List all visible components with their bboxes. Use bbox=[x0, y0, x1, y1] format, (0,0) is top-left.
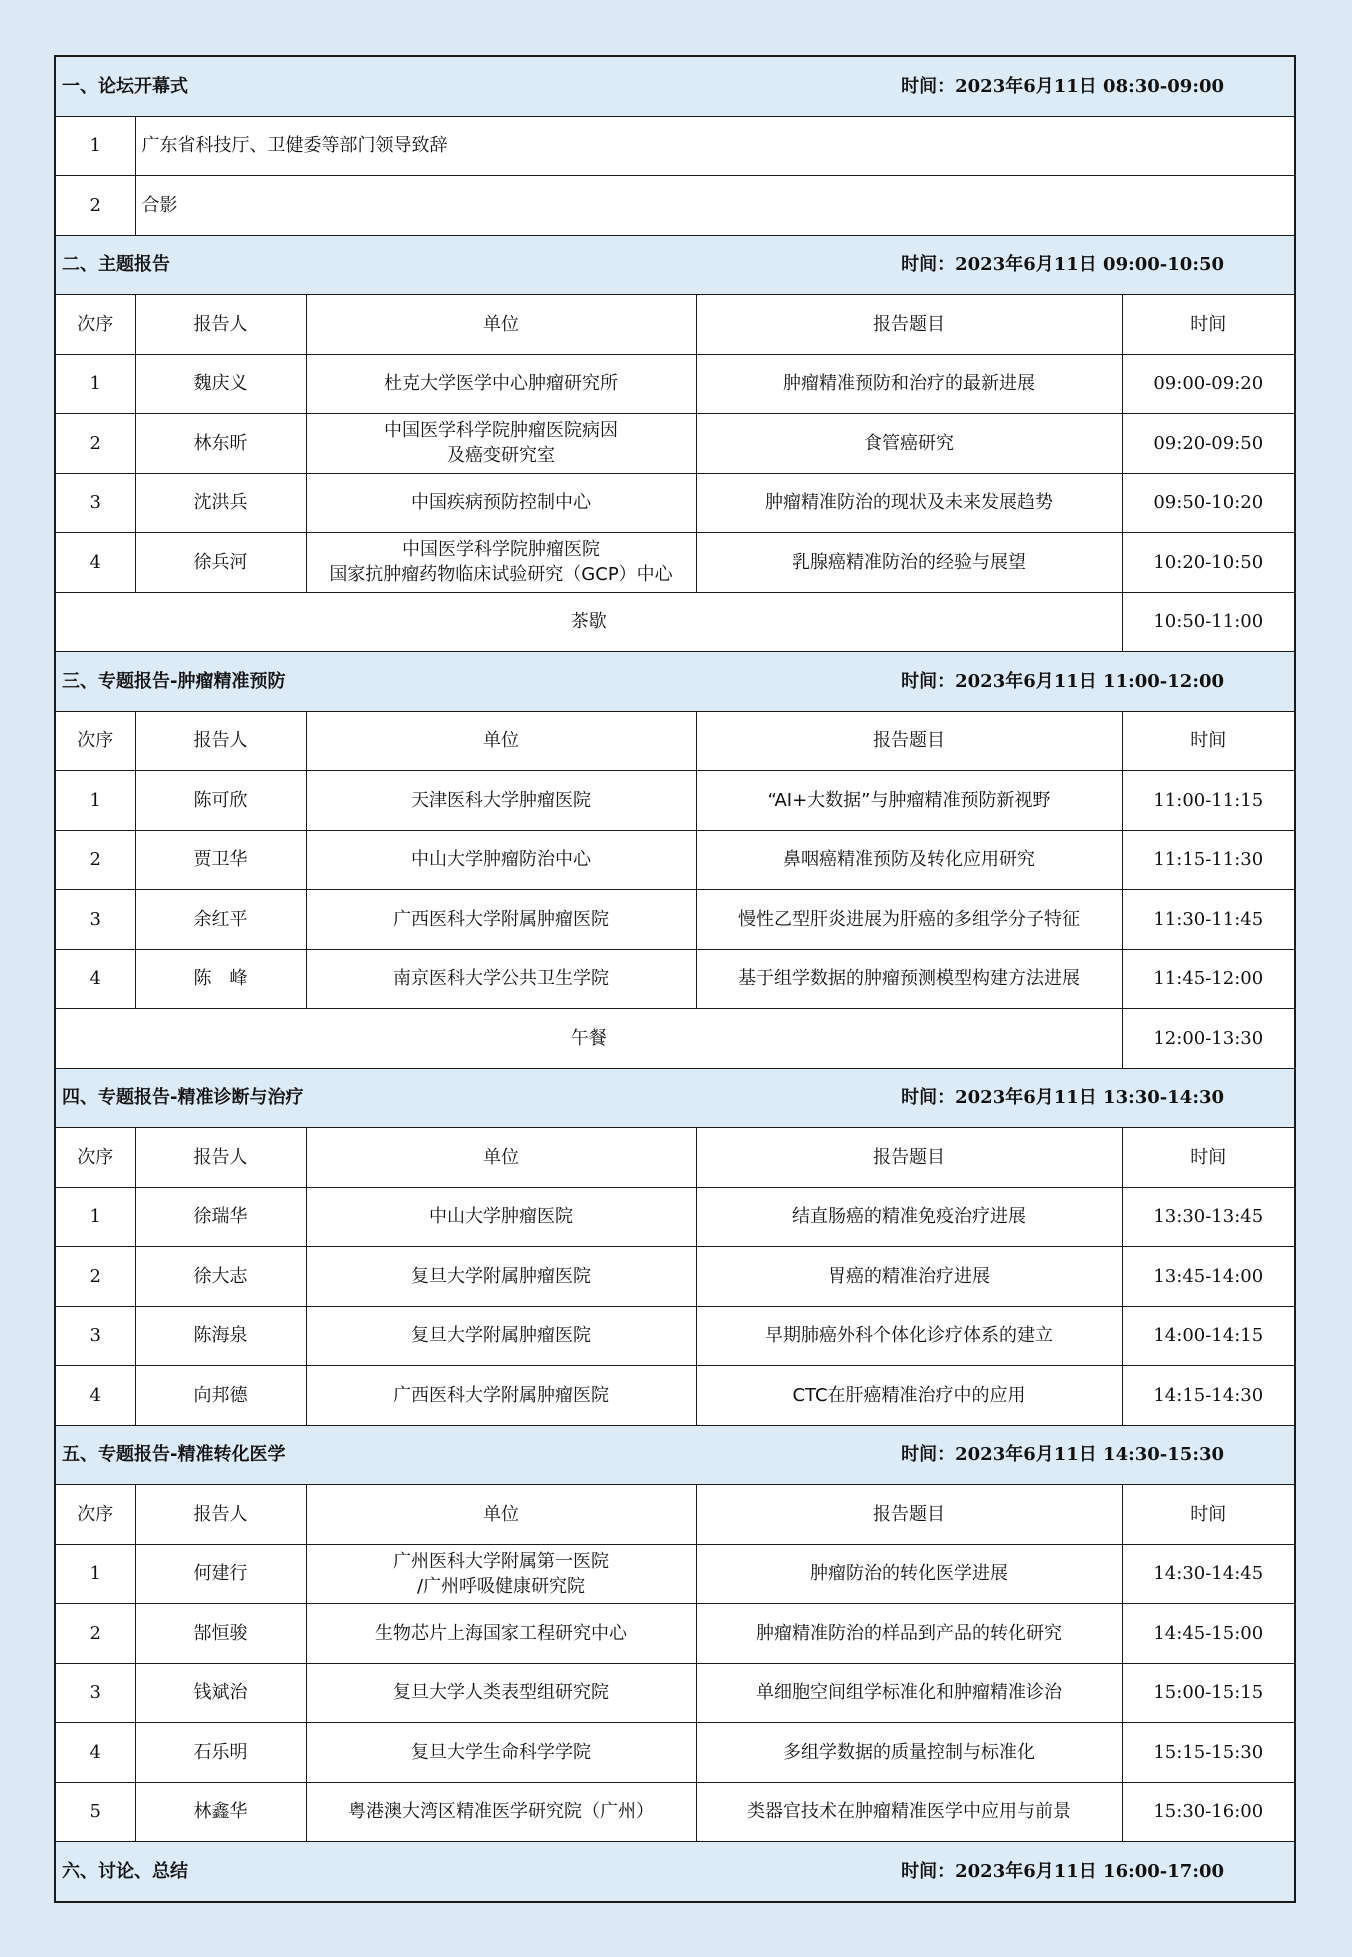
col-header-org: 单位 bbox=[306, 295, 696, 355]
section-header-cell bbox=[55, 1068, 1295, 1128]
topic-cell: 早期肺癌外科个体化诊疗体系的建立 bbox=[696, 1306, 1122, 1366]
col-header-speaker: 报告人 bbox=[135, 295, 306, 355]
time-cell: 11:30-11:45 bbox=[1122, 890, 1295, 950]
time-cell: 09:00-09:20 bbox=[1122, 354, 1295, 414]
section-time bbox=[901, 669, 1224, 694]
time-cell: 11:00-11:15 bbox=[1122, 771, 1295, 831]
order-cell: 2 bbox=[55, 830, 135, 890]
topic-cell: 基于组学数据的肿瘤预测模型构建方法进展 bbox=[696, 949, 1122, 1009]
break-time: 12:00-13:30 bbox=[1122, 1009, 1295, 1069]
time-cell: 10:20-10:50 bbox=[1122, 533, 1295, 593]
speaker-cell: 余红平 bbox=[135, 890, 306, 950]
topic-cell: 肿瘤精准防治的现状及未来发展趋势 bbox=[696, 473, 1122, 533]
time-label: 时间： bbox=[901, 1087, 956, 1109]
col-header-order: 次序 bbox=[55, 1128, 135, 1188]
time-cell: 14:00-14:15 bbox=[1122, 1306, 1295, 1366]
col-header-topic: 报告题目 bbox=[696, 1485, 1122, 1545]
org-line: 中国医学科学院肿瘤医院 bbox=[402, 539, 600, 561]
section-time bbox=[901, 1442, 1224, 1467]
speaker-cell: 徐大志 bbox=[135, 1247, 306, 1307]
column-header-row bbox=[55, 1128, 1295, 1188]
section-title: 六、讨论、总结 bbox=[62, 1860, 188, 1882]
org-cell bbox=[306, 1663, 696, 1723]
org-cell bbox=[306, 533, 696, 593]
org-line: 国家抗肿瘤药物临床试验研究（GCP）中心 bbox=[329, 564, 673, 586]
speaker-cell: 林鑫华 bbox=[135, 1782, 306, 1842]
order-cell: 4 bbox=[55, 949, 135, 1009]
org-cell bbox=[306, 414, 696, 474]
opening-item-row bbox=[55, 116, 1295, 176]
table-row bbox=[55, 1306, 1295, 1366]
section-header-cell bbox=[55, 1425, 1295, 1485]
section-header-row bbox=[55, 1068, 1295, 1128]
speaker-cell: 石乐明 bbox=[135, 1723, 306, 1783]
order-cell: 3 bbox=[55, 1306, 135, 1366]
time-label: 时间： bbox=[901, 1860, 956, 1882]
speaker-cell: 郜恒骏 bbox=[135, 1604, 306, 1664]
section-title: 一、论坛开幕式 bbox=[62, 75, 188, 97]
org-cell bbox=[306, 771, 696, 831]
order-cell: 3 bbox=[55, 473, 135, 533]
table-row bbox=[55, 1782, 1295, 1842]
org-line: 杜克大学医学中心肿瘤研究所 bbox=[384, 373, 618, 395]
org-line: 中国医学科学院肿瘤医院病因 bbox=[384, 420, 618, 442]
section-header-row bbox=[55, 56, 1295, 116]
table-row bbox=[55, 1604, 1295, 1664]
speaker-cell: 钱斌治 bbox=[135, 1663, 306, 1723]
column-header-row bbox=[55, 711, 1295, 771]
time-value: 2023年6月11日 16:00-17:00 bbox=[955, 1860, 1225, 1882]
org-line: 广西医科大学附属肿瘤医院 bbox=[393, 908, 609, 930]
order-cell: 2 bbox=[55, 1247, 135, 1307]
topic-cell: 结直肠癌的精准免疫治疗进展 bbox=[696, 1187, 1122, 1247]
col-header-order: 次序 bbox=[55, 711, 135, 771]
time-value: 2023年6月11日 13:30-14:30 bbox=[955, 1087, 1225, 1109]
org-line: 复旦大学人类表型组研究院 bbox=[393, 1682, 609, 1704]
org-line: 复旦大学生命科学学院 bbox=[411, 1741, 591, 1763]
col-header-order: 次序 bbox=[55, 295, 135, 355]
speaker-cell: 贾卫华 bbox=[135, 830, 306, 890]
org-cell bbox=[306, 949, 696, 1009]
time-label: 时间： bbox=[901, 254, 956, 276]
topic-cell: “AI+大数据”与肿瘤精准预防新视野 bbox=[696, 771, 1122, 831]
speaker-cell: 徐兵河 bbox=[135, 533, 306, 593]
topic-cell: 类器官技术在肿瘤精准医学中应用与前景 bbox=[696, 1782, 1122, 1842]
time-value: 2023年6月11日 09:00-10:50 bbox=[955, 254, 1225, 276]
topic-cell: 乳腺癌精准防治的经验与展望 bbox=[696, 533, 1122, 593]
org-line: 生物芯片上海国家工程研究中心 bbox=[375, 1622, 627, 1644]
section-header-row bbox=[55, 235, 1295, 295]
col-header-time: 时间 bbox=[1122, 711, 1295, 771]
org-cell bbox=[306, 473, 696, 533]
order-cell: 5 bbox=[55, 1782, 135, 1842]
org-line: 南京医科大学公共卫生学院 bbox=[393, 968, 609, 990]
col-header-topic: 报告题目 bbox=[696, 295, 1122, 355]
order-cell: 2 bbox=[55, 176, 135, 236]
section-title: 五、专题报告-精准转化医学 bbox=[62, 1444, 286, 1466]
section-header-cell bbox=[55, 1842, 1295, 1902]
time-cell: 09:20-09:50 bbox=[1122, 414, 1295, 474]
org-line: 中山大学肿瘤防治中心 bbox=[411, 849, 591, 871]
break-row bbox=[55, 1009, 1295, 1069]
break-label: 茶歇 bbox=[55, 592, 1122, 652]
time-label: 时间： bbox=[901, 670, 956, 692]
org-line: 广西医科大学附属肿瘤医院 bbox=[393, 1384, 609, 1406]
break-label: 午餐 bbox=[55, 1009, 1122, 1069]
col-header-time: 时间 bbox=[1122, 1128, 1295, 1188]
order-cell: 1 bbox=[55, 1187, 135, 1247]
order-cell: 3 bbox=[55, 890, 135, 950]
time-cell: 09:50-10:20 bbox=[1122, 473, 1295, 533]
section-time bbox=[901, 1085, 1224, 1110]
time-cell: 15:30-16:00 bbox=[1122, 1782, 1295, 1842]
org-line: 天津医科大学肿瘤医院 bbox=[411, 789, 591, 811]
time-cell: 15:15-15:30 bbox=[1122, 1723, 1295, 1783]
col-header-topic: 报告题目 bbox=[696, 711, 1122, 771]
section-header-row bbox=[55, 1842, 1295, 1902]
col-header-speaker: 报告人 bbox=[135, 711, 306, 771]
col-header-time: 时间 bbox=[1122, 295, 1295, 355]
org-cell bbox=[306, 1544, 696, 1604]
order-cell: 1 bbox=[55, 771, 135, 831]
table-row bbox=[55, 830, 1295, 890]
speaker-cell: 何建行 bbox=[135, 1544, 306, 1604]
topic-cell: CTC在肝癌精准治疗中的应用 bbox=[696, 1366, 1122, 1426]
org-line: 中国疾病预防控制中心 bbox=[411, 492, 591, 514]
table-row bbox=[55, 1544, 1295, 1604]
speaker-cell: 徐瑞华 bbox=[135, 1187, 306, 1247]
opening-item-text: 合影 bbox=[135, 176, 1295, 236]
org-line: 及癌变研究室 bbox=[447, 445, 555, 467]
topic-cell: 肿瘤精准防治的样品到产品的转化研究 bbox=[696, 1604, 1122, 1664]
section-time bbox=[901, 1859, 1224, 1884]
section-header-row bbox=[55, 1425, 1295, 1485]
speaker-cell: 向邦德 bbox=[135, 1366, 306, 1426]
table-row bbox=[55, 1663, 1295, 1723]
org-line: 复旦大学附属肿瘤医院 bbox=[411, 1265, 591, 1287]
time-value: 2023年6月11日 14:30-15:30 bbox=[955, 1444, 1225, 1466]
org-cell bbox=[306, 1306, 696, 1366]
time-cell: 11:15-11:30 bbox=[1122, 830, 1295, 890]
section-header-row bbox=[55, 652, 1295, 712]
topic-cell: 食管癌研究 bbox=[696, 414, 1122, 474]
org-cell bbox=[306, 1782, 696, 1842]
table-row bbox=[55, 1187, 1295, 1247]
order-cell: 1 bbox=[55, 1544, 135, 1604]
topic-cell: 肿瘤防治的转化医学进展 bbox=[696, 1544, 1122, 1604]
org-line: /广州呼吸健康研究院 bbox=[416, 1575, 586, 1597]
section-header-cell bbox=[55, 235, 1295, 295]
col-header-org: 单位 bbox=[306, 1128, 696, 1188]
speaker-cell: 魏庆义 bbox=[135, 354, 306, 414]
column-header-row bbox=[55, 1485, 1295, 1545]
time-cell: 13:30-13:45 bbox=[1122, 1187, 1295, 1247]
col-header-org: 单位 bbox=[306, 711, 696, 771]
org-cell bbox=[306, 1187, 696, 1247]
time-cell: 14:45-15:00 bbox=[1122, 1604, 1295, 1664]
org-cell bbox=[306, 1723, 696, 1783]
order-cell: 4 bbox=[55, 1366, 135, 1426]
order-cell: 1 bbox=[55, 354, 135, 414]
break-row bbox=[55, 592, 1295, 652]
section-header-cell bbox=[55, 652, 1295, 712]
org-cell bbox=[306, 1247, 696, 1307]
speaker-cell: 陈海泉 bbox=[135, 1306, 306, 1366]
time-cell: 14:15-14:30 bbox=[1122, 1366, 1295, 1426]
org-cell bbox=[306, 1366, 696, 1426]
order-cell: 4 bbox=[55, 533, 135, 593]
col-header-org: 单位 bbox=[306, 1485, 696, 1545]
section-title: 二、主题报告 bbox=[62, 254, 170, 276]
org-cell bbox=[306, 354, 696, 414]
table-row bbox=[55, 1247, 1295, 1307]
table-row bbox=[55, 533, 1295, 593]
order-cell: 4 bbox=[55, 1723, 135, 1783]
org-line: 粤港澳大湾区精准医学研究院（广州） bbox=[348, 1801, 654, 1823]
speaker-cell: 林东昕 bbox=[135, 414, 306, 474]
section-time bbox=[901, 252, 1224, 277]
time-cell: 14:30-14:45 bbox=[1122, 1544, 1295, 1604]
table-row bbox=[55, 771, 1295, 831]
topic-cell: 肿瘤精准预防和治疗的最新进展 bbox=[696, 354, 1122, 414]
topic-cell: 单细胞空间组学标准化和肿瘤精准诊治 bbox=[696, 1663, 1122, 1723]
topic-cell: 鼻咽癌精准预防及转化应用研究 bbox=[696, 830, 1122, 890]
topic-cell: 胃癌的精准治疗进展 bbox=[696, 1247, 1122, 1307]
org-line: 中山大学肿瘤医院 bbox=[429, 1206, 573, 1228]
org-cell bbox=[306, 890, 696, 950]
col-header-topic: 报告题目 bbox=[696, 1128, 1122, 1188]
col-header-time: 时间 bbox=[1122, 1485, 1295, 1545]
section-time bbox=[901, 74, 1224, 99]
order-cell: 3 bbox=[55, 1663, 135, 1723]
org-line: 广州医科大学附属第一医院 bbox=[393, 1550, 609, 1572]
time-cell: 13:45-14:00 bbox=[1122, 1247, 1295, 1307]
table-row bbox=[55, 1366, 1295, 1426]
time-value: 2023年6月11日 08:30-09:00 bbox=[955, 75, 1225, 97]
time-cell: 15:00-15:15 bbox=[1122, 1663, 1295, 1723]
schedule-table bbox=[54, 55, 1296, 1903]
col-header-speaker: 报告人 bbox=[135, 1485, 306, 1545]
org-line: 复旦大学附属肿瘤医院 bbox=[411, 1325, 591, 1347]
topic-cell: 慢性乙型肝炎进展为肝癌的多组学分子特征 bbox=[696, 890, 1122, 950]
col-header-speaker: 报告人 bbox=[135, 1128, 306, 1188]
table-row bbox=[55, 949, 1295, 1009]
speaker-cell: 陈 峰 bbox=[135, 949, 306, 1009]
topic-cell: 多组学数据的质量控制与标准化 bbox=[696, 1723, 1122, 1783]
time-label: 时间： bbox=[901, 1444, 956, 1466]
order-cell: 1 bbox=[55, 116, 135, 176]
org-cell bbox=[306, 1604, 696, 1664]
time-label: 时间： bbox=[901, 75, 956, 97]
table-row bbox=[55, 414, 1295, 474]
section-header-cell bbox=[55, 56, 1295, 116]
column-header-row bbox=[55, 295, 1295, 355]
break-time: 10:50-11:00 bbox=[1122, 592, 1295, 652]
opening-item-row bbox=[55, 176, 1295, 236]
table-row bbox=[55, 1723, 1295, 1783]
table-row bbox=[55, 473, 1295, 533]
table-row bbox=[55, 354, 1295, 414]
org-cell bbox=[306, 830, 696, 890]
speaker-cell: 沈洪兵 bbox=[135, 473, 306, 533]
section-title: 四、专题报告-精准诊断与治疗 bbox=[62, 1087, 304, 1109]
opening-item-text: 广东省科技厅、卫健委等部门领导致辞 bbox=[135, 116, 1295, 176]
table-row bbox=[55, 890, 1295, 950]
speaker-cell: 陈可欣 bbox=[135, 771, 306, 831]
order-cell: 2 bbox=[55, 414, 135, 474]
time-value: 2023年6月11日 11:00-12:00 bbox=[955, 670, 1225, 692]
time-cell: 11:45-12:00 bbox=[1122, 949, 1295, 1009]
order-cell: 2 bbox=[55, 1604, 135, 1664]
col-header-order: 次序 bbox=[55, 1485, 135, 1545]
section-title: 三、专题报告-肿瘤精准预防 bbox=[62, 670, 286, 692]
